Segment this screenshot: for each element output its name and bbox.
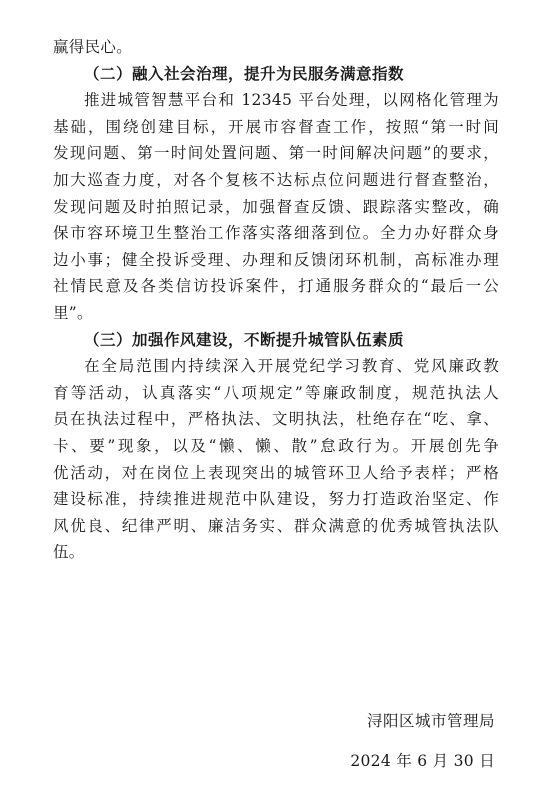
section-3-line: 员在执法过程中，严格执法、文明执法，杜绝存在“吃、拿、 xyxy=(53,410,499,429)
section-2-line: 推进城管智慧平台和 12345 平台处理，以网格化管理为 xyxy=(84,91,499,110)
section-3-line: 风优良、纪律严明、廉洁务实、群众满意的优秀城管执法队 xyxy=(53,516,499,535)
section-2-line: 发现问题及时拍照记录，加强督查反馈、跟踪落实整改，确 xyxy=(53,197,499,216)
section-3-line: 伍。 xyxy=(53,543,85,562)
document-body xyxy=(53,34,499,566)
issue-date: 2024 年 6 月 30 日 xyxy=(350,752,495,770)
section-2-line: 社情民意及各类信访投诉案件，打通服务群众的“最后一公 xyxy=(53,277,499,296)
section-2-line: 里”。 xyxy=(53,303,93,322)
section-3-line: 建设标准，持续推进规范中队建设，努力打造政治坚定、作 xyxy=(53,490,499,509)
section-3-heading: （三）加强作风建设，不断提升城管队伍素质 xyxy=(84,329,405,349)
section-3-line: 卡、要”现象，以及“懒、懒、散”怠政行为。开展创先争 xyxy=(53,436,499,455)
section-2-heading: （二）融入社会治理，提升为民服务满意指数 xyxy=(84,63,405,83)
section-3-line: 育等活动，认真落实“八项规定”等廉政制度，规范执法人 xyxy=(53,383,499,402)
intro-tail-text: 赢得民心。 xyxy=(53,38,133,56)
section-2-line: 边小事；健全投诉受理、办理和反馈闭环机制，高标准办理 xyxy=(53,250,499,269)
issuing-organization: 浔阳区城市管理局 xyxy=(366,712,495,730)
section-2-line: 加大巡查力度，对各个复核不达标点位问题进行督查整治， xyxy=(53,170,499,189)
section-3-line: 在全局范围内持续深入开展党纪学习教育、党风廉政教 xyxy=(84,357,499,376)
section-2-line: 保市容环境卫生整治工作落实落细落到位。全力办好群众身 xyxy=(53,224,499,243)
section-2-line: 基础，围绕创建目标，开展市容督查工作，按照“第一时间 xyxy=(53,117,499,136)
section-3-line: 优活动，对在岗位上表现突出的城管环卫人给予表样；严格 xyxy=(53,463,499,482)
section-2-line: 发现问题、第一时间处置问题、第一时间解决问题”的要求， xyxy=(53,144,499,163)
